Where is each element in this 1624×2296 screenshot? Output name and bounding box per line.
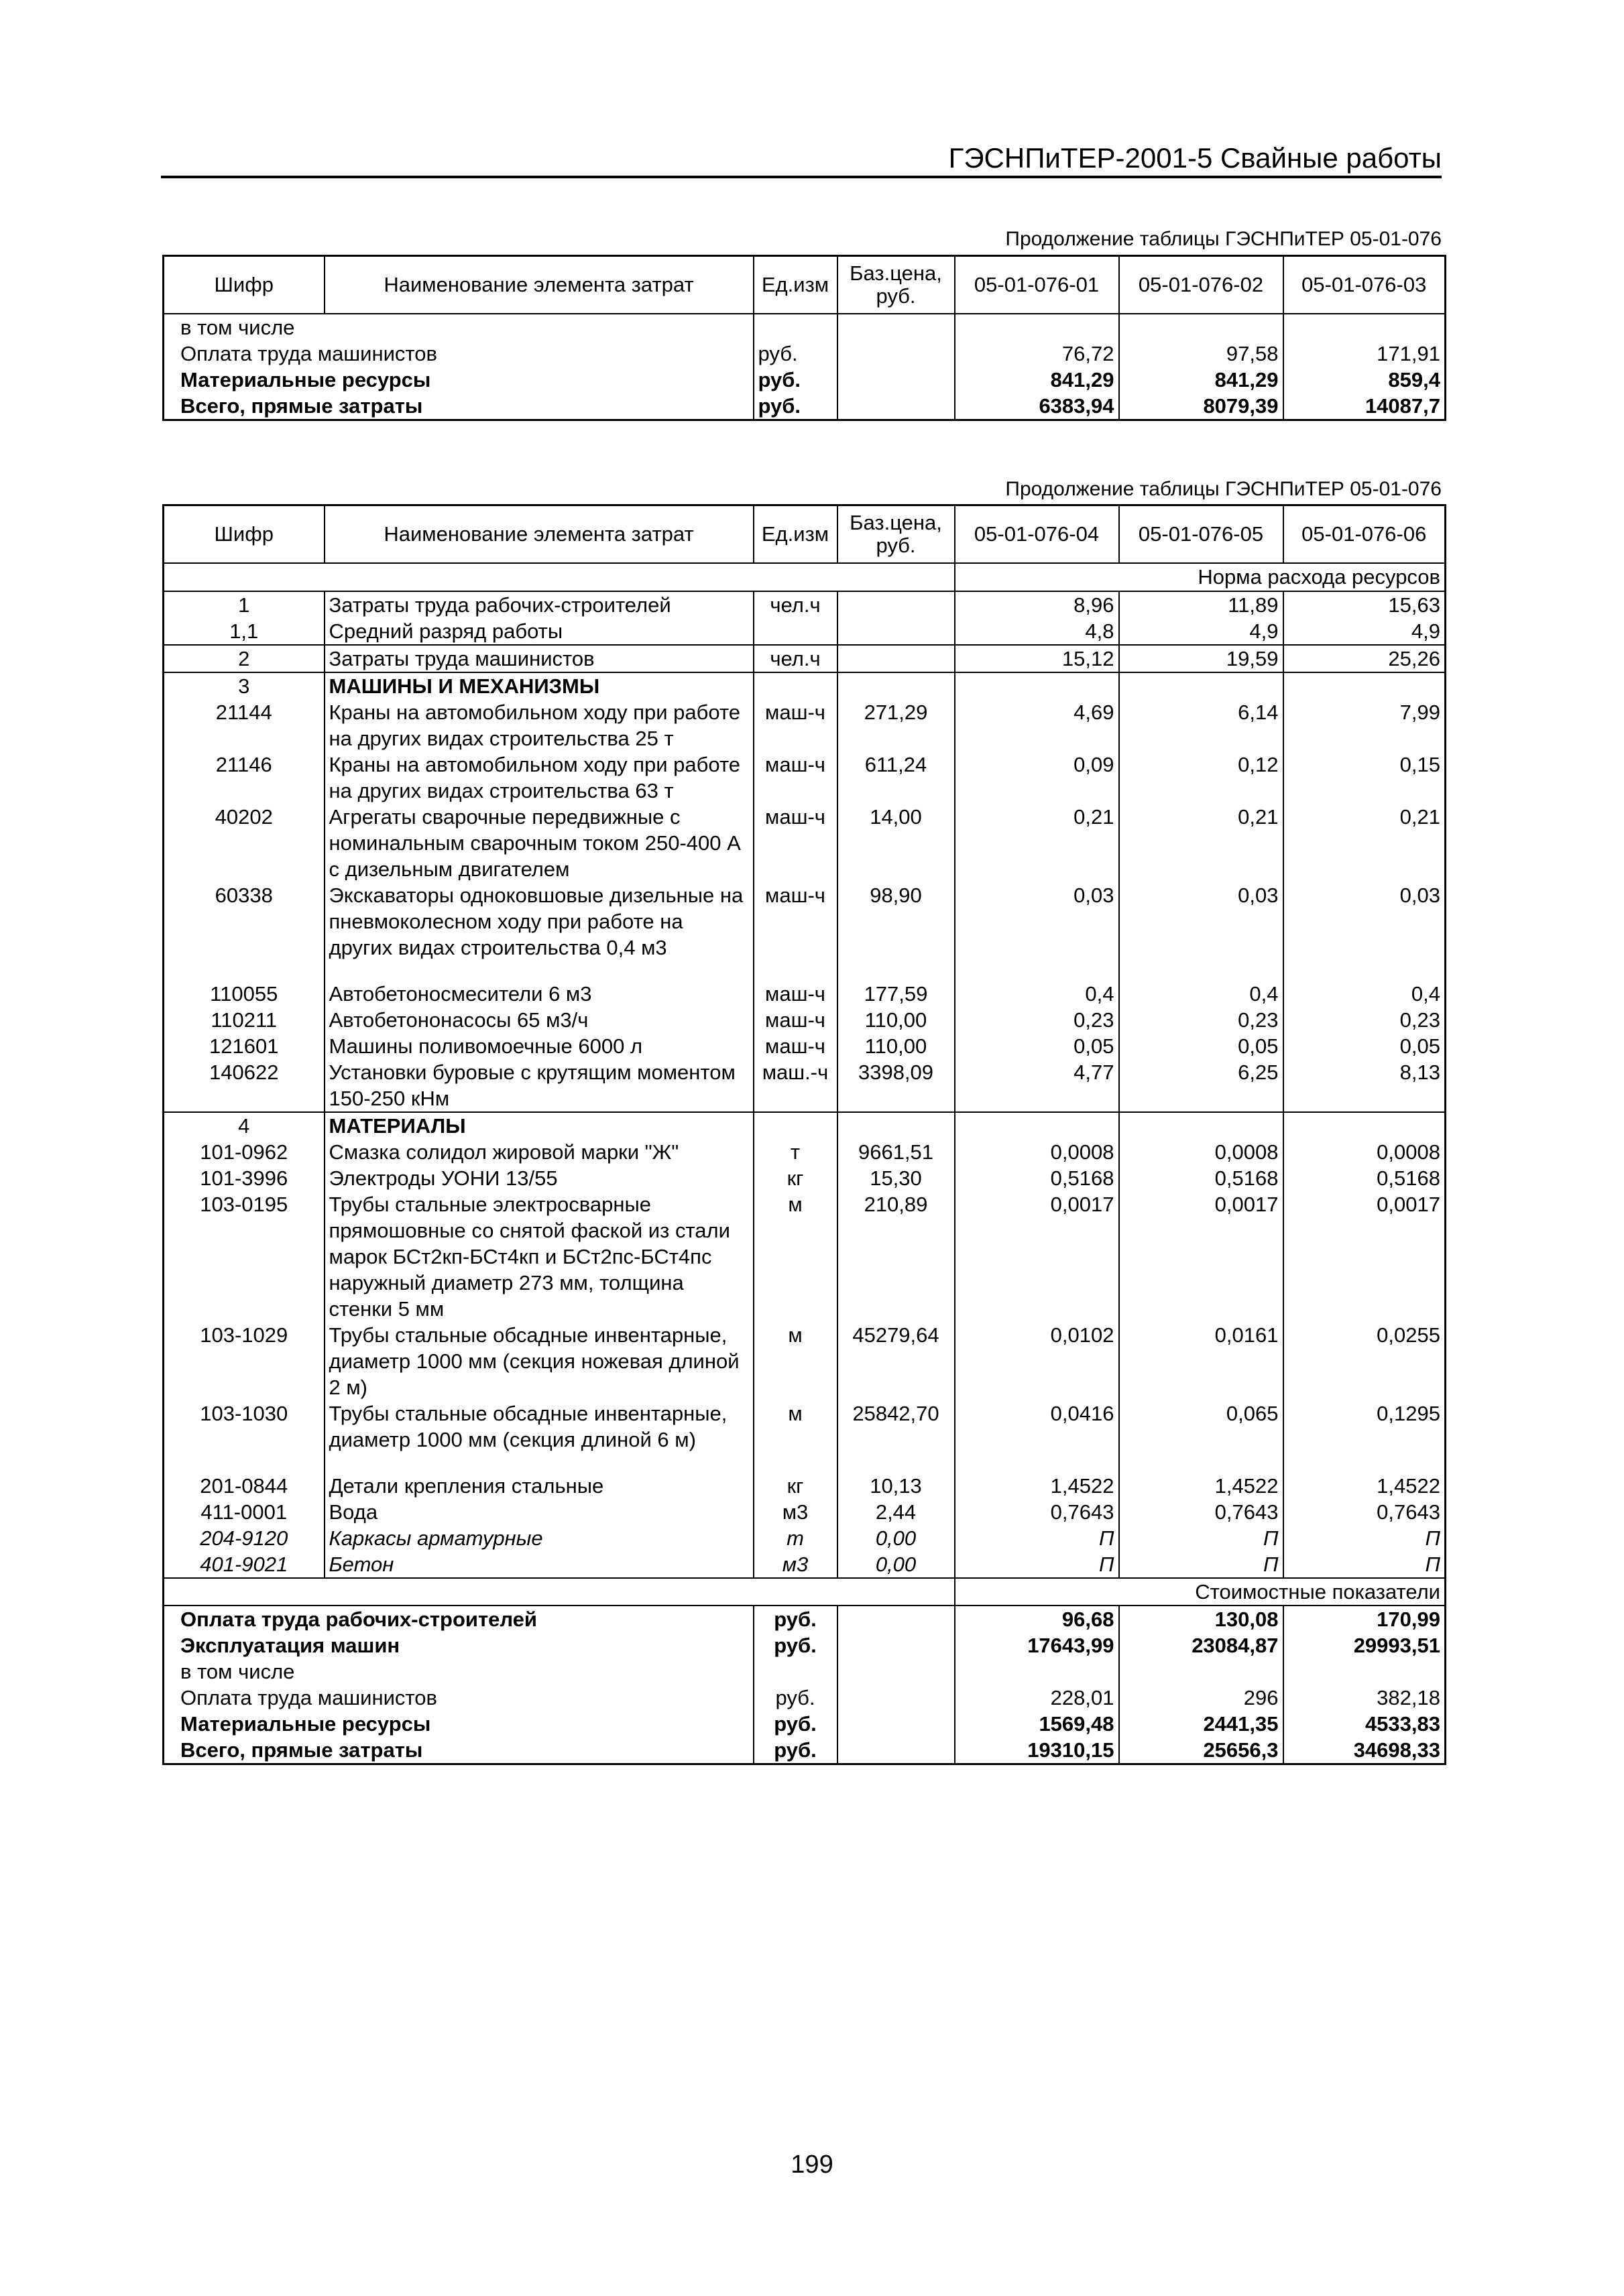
unit-cell: т [754, 1525, 837, 1551]
table-row [164, 882, 1446, 981]
price-cell [837, 591, 955, 618]
table-row [164, 699, 1446, 751]
value-cell: 6,14 [1119, 699, 1283, 751]
row-label: Материальные ресурсы [164, 1711, 754, 1737]
table-row [164, 1499, 1446, 1525]
unit-cell [754, 1658, 837, 1685]
col-header-price: Баз.цена, руб. [837, 256, 955, 314]
code-cell: 121601 [164, 1033, 325, 1059]
price-cell [837, 1737, 955, 1764]
value-cell: 0,5168 [1119, 1165, 1283, 1191]
table-row [164, 1191, 1446, 1322]
table-row [164, 645, 1446, 672]
value-cell: 0,03 [1119, 882, 1283, 981]
norm-label: Норма расхода ресурсов [955, 563, 1446, 591]
row-label: Всего, прямые затраты [164, 1737, 754, 1764]
unit-cell: руб. [754, 1737, 837, 1764]
code-cell: 140622 [164, 1059, 325, 1112]
value-cell: 1,4522 [955, 1473, 1119, 1499]
value-cell: 841,29 [955, 367, 1119, 393]
value-cell: 11,89 [1119, 591, 1283, 618]
row-label: Оплата труда рабочих-строителей [164, 1606, 754, 1632]
value-cell: 4,77 [955, 1059, 1119, 1112]
value-cell: 4533,83 [1365, 1712, 1440, 1736]
code-cell: 1,1 [164, 618, 325, 645]
name-cell: Электроды УОНИ 13/55 [325, 1165, 754, 1191]
code-cell: 21144 [164, 699, 325, 751]
value-cell: 859,4 [1388, 368, 1440, 391]
value-cell: П [955, 1551, 1119, 1578]
value-cell: 4,9 [1411, 619, 1440, 643]
price-cell: 25842,70 [837, 1400, 955, 1473]
row-label: Эксплуатация машин [164, 1632, 754, 1658]
name-cell: Детали крепления стальные [325, 1473, 754, 1499]
col-header-unit: Ед.изм [754, 256, 837, 314]
value-cell: 4,9 [1119, 618, 1283, 645]
table-row [164, 751, 1446, 804]
value-cell: 0,15 [1399, 753, 1440, 776]
table-row [164, 367, 1446, 393]
value-cell: 130,08 [1119, 1606, 1283, 1632]
value-cell: 0,065 [1119, 1400, 1283, 1473]
value-cell: 0,4 [1119, 981, 1283, 1007]
value-cell: 4,69 [955, 699, 1119, 751]
code-cell: 411-0001 [164, 1499, 325, 1525]
value-cell: 1569,48 [955, 1711, 1119, 1737]
value-cell: 0,0008 [955, 1139, 1119, 1165]
col-header-variant-1: 05-01-076-01 [955, 256, 1119, 314]
table-row [164, 1007, 1446, 1033]
price-cell [837, 1112, 955, 1139]
value-cell: 4,8 [955, 618, 1119, 645]
value-cell: 0,21 [1119, 804, 1283, 882]
value-cell: 19,59 [1119, 645, 1283, 672]
unit-cell: маш-ч [754, 699, 837, 751]
table-row [164, 314, 1446, 341]
unit-cell: м [754, 1400, 837, 1473]
value-cell: 8,13 [1399, 1061, 1440, 1084]
name-cell: Средний разряд работы [325, 618, 754, 645]
col-header-variant-5: 05-01-076-05 [1119, 505, 1283, 564]
value-cell: 0,03 [1399, 884, 1440, 907]
unit-cell: кг [754, 1165, 837, 1191]
value-cell: 0,0017 [1377, 1193, 1440, 1216]
col-header-variant-3: 05-01-076-03 [1283, 256, 1446, 314]
col-header-name: Наименование элемента затрат [325, 256, 754, 314]
table-row [164, 1525, 1446, 1551]
unit-cell: м3 [754, 1499, 837, 1525]
name-cell: Краны на автомобильном ходу при работе на других видах строительства 25 т [325, 699, 754, 751]
unit-cell: маш-ч [754, 981, 837, 1007]
value-cell: 0,03 [955, 882, 1119, 981]
value-cell: 0,0017 [1119, 1191, 1283, 1322]
value-cell: 0,21 [1399, 805, 1440, 829]
value-cell: 0,7643 [1119, 1499, 1283, 1525]
unit-cell [754, 618, 837, 645]
code-cell: 60338 [164, 882, 325, 981]
value-cell: 1,4522 [1119, 1473, 1283, 1499]
value-cell: 14087,7 [1365, 394, 1440, 418]
code-cell: 110211 [164, 1007, 325, 1033]
code-cell: 103-1029 [164, 1322, 325, 1400]
unit-cell: руб. [754, 367, 837, 393]
value-cell: П [1425, 1526, 1440, 1550]
value-cell: 0,0416 [955, 1400, 1119, 1473]
price-cell [837, 1658, 955, 1685]
price-cell [837, 341, 955, 367]
name-cell: Установки буровые с крутящим моментом 150-250 кНм [325, 1059, 754, 1112]
value-cell [1283, 672, 1446, 699]
code-cell: 110055 [164, 981, 325, 1007]
unit-cell: кг [754, 1473, 837, 1499]
value-cell: 0,7643 [1377, 1500, 1440, 1524]
price-cell: 271,29 [837, 699, 955, 751]
table-row [164, 1059, 1446, 1112]
value-cell: 29993,51 [1353, 1634, 1440, 1657]
unit-cell: чел.ч [754, 645, 837, 672]
value-cell: 0,5168 [955, 1165, 1119, 1191]
col-header-name: Наименование элемента затрат [325, 505, 754, 564]
page-number: 199 [791, 2151, 833, 2179]
value-cell: 0,05 [1119, 1033, 1283, 1059]
value-cell: 15,63 [1283, 591, 1446, 618]
table-row [164, 1139, 1446, 1165]
name-cell: Каркасы арматурные [325, 1525, 754, 1551]
value-cell: 0,0017 [955, 1191, 1119, 1322]
price-cell: 15,30 [837, 1165, 955, 1191]
total-row [164, 1632, 1446, 1658]
unit-cell: чел.ч [754, 591, 837, 618]
name-cell: Автобетононасосы 65 м3/ч [325, 1007, 754, 1033]
value-cell [1283, 1658, 1446, 1685]
value-cell: 6,25 [1119, 1059, 1283, 1112]
price-cell: 611,24 [837, 751, 955, 804]
table-row [164, 1165, 1446, 1191]
code-cell: 201-0844 [164, 1473, 325, 1499]
unit-cell: м3 [754, 1551, 837, 1578]
value-cell: 228,01 [955, 1685, 1119, 1711]
section-row [164, 1112, 1446, 1139]
value-cell [1119, 314, 1283, 341]
price-cell [837, 618, 955, 645]
price-cell: 0,00 [837, 1525, 955, 1551]
price-cell [837, 1632, 955, 1658]
value-cell: 0,09 [955, 751, 1119, 804]
name-cell: Автобетоносмесители 6 м3 [325, 981, 754, 1007]
price-cell: 98,90 [837, 882, 955, 981]
value-cell [1283, 1112, 1446, 1139]
unit-cell: маш-ч [754, 1007, 837, 1033]
value-cell: 0,0008 [1377, 1140, 1440, 1164]
value-cell: 2441,35 [1119, 1711, 1283, 1737]
value-cell: 0,4 [955, 981, 1119, 1007]
value-cell: 841,29 [1119, 367, 1283, 393]
value-cell: П [955, 1525, 1119, 1551]
unit-cell: руб. [754, 1685, 837, 1711]
code-cell: 2 [164, 645, 325, 672]
value-cell [955, 672, 1119, 699]
code-cell: 21146 [164, 751, 325, 804]
code-cell: 1 [164, 591, 325, 618]
unit-cell [754, 672, 837, 699]
row-label: Оплата труда машинистов [164, 1685, 754, 1711]
value-cell: 76,72 [955, 341, 1119, 367]
col-header-variant-2: 05-01-076-02 [1119, 256, 1283, 314]
section-row [164, 672, 1446, 699]
name-cell: Экскаваторы одноковшовые дизельные на пневмоколесном ходу при работе на других видах строительства 0,4 м3 [325, 882, 754, 981]
value-cell: 25,26 [1283, 645, 1446, 672]
value-cell: 15,12 [955, 645, 1119, 672]
price-cell [837, 1606, 955, 1632]
value-cell: 0,1295 [1377, 1402, 1440, 1425]
table-row [164, 393, 1446, 420]
unit-cell: маш-ч [754, 882, 837, 981]
unit-cell: руб. [754, 341, 837, 367]
value-cell: 19310,15 [955, 1737, 1119, 1764]
value-cell: 6383,94 [955, 393, 1119, 420]
table-row [164, 618, 1446, 645]
col-header-price: Баз.цена, руб. [837, 505, 955, 564]
value-cell: 0,0008 [1119, 1139, 1283, 1165]
total-row [164, 1737, 1446, 1764]
name-cell: Трубы стальные обсадные инвентарные, диаметр 1000 мм (секция длиной 6 м) [325, 1400, 754, 1473]
price-cell: 2,44 [837, 1499, 955, 1525]
value-cell [1119, 1112, 1283, 1139]
value-cell: 0,23 [955, 1007, 1119, 1033]
unit-cell: маш-ч [754, 804, 837, 882]
value-cell: П [1119, 1525, 1283, 1551]
unit-cell: т [754, 1139, 837, 1165]
code-cell: 401-9021 [164, 1551, 325, 1578]
price-cell [837, 1711, 955, 1737]
value-cell: 8079,39 [1119, 393, 1283, 420]
row-label: Всего, прямые затраты [164, 393, 754, 420]
name-cell: Затраты труда рабочих-строителей [325, 591, 754, 618]
code-cell: 103-1030 [164, 1400, 325, 1473]
value-cell: 96,68 [955, 1606, 1119, 1632]
name-cell: Краны на автомобильном ходу при работе на других видах строительства 63 т [325, 751, 754, 804]
code-cell: 101-0962 [164, 1139, 325, 1165]
price-cell [837, 672, 955, 699]
code-cell: 4 [164, 1112, 325, 1139]
code-cell: 3 [164, 672, 325, 699]
col-header-unit: Ед.изм [754, 505, 837, 564]
value-cell: 0,21 [955, 804, 1119, 882]
value-cell: 0,23 [1399, 1008, 1440, 1032]
name-cell: Вода [325, 1499, 754, 1525]
price-cell: 3398,09 [837, 1059, 955, 1112]
value-cell: 382,18 [1377, 1686, 1440, 1709]
col-header-code: Шифр [164, 256, 325, 314]
total-row [164, 1711, 1446, 1737]
value-cell [1119, 672, 1283, 699]
price-cell: 0,00 [837, 1551, 955, 1578]
value-cell: 0,23 [1119, 1007, 1283, 1033]
table-row [164, 981, 1446, 1007]
price-cell: 110,00 [837, 1033, 955, 1059]
price-cell: 210,89 [837, 1191, 955, 1322]
unit-cell: руб. [754, 393, 837, 420]
name-cell: Трубы стальные электросварные прямошовные со снятой фаской из стали марок БСт2кп-БСт4кп и БСт2пс-БСт4пс наружный диаметр 273 мм, толщина стенки 5 мм [325, 1191, 754, 1322]
value-cell: 296 [1119, 1685, 1283, 1711]
value-cell [1283, 314, 1446, 341]
unit-cell: руб. [754, 1606, 837, 1632]
price-cell: 177,59 [837, 981, 955, 1007]
value-cell: П [1425, 1553, 1440, 1576]
value-cell: 170,99 [1283, 1606, 1446, 1632]
row-label: в том числе [164, 314, 754, 341]
table-row [164, 591, 1446, 618]
value-cell [955, 314, 1119, 341]
name-cell: Трубы стальные обсадные инвентарные, диаметр 1000 мм (секция ножевая длиной 2 м) [325, 1322, 754, 1400]
cost-label: Стоимостные показатели [955, 1578, 1446, 1606]
col-header-variant-4: 05-01-076-04 [955, 505, 1119, 564]
value-cell: 0,0255 [1377, 1323, 1440, 1347]
header-rule [161, 176, 1442, 178]
value-cell [955, 1112, 1119, 1139]
value-cell: 97,58 [1119, 341, 1283, 367]
price-cell: 14,00 [837, 804, 955, 882]
table-row [164, 1033, 1446, 1059]
value-cell: 7,99 [1399, 701, 1440, 724]
value-cell: 1,4522 [1377, 1474, 1440, 1498]
cost-table-1 [162, 255, 1446, 421]
value-cell: 8,96 [955, 591, 1119, 618]
code-cell: 40202 [164, 804, 325, 882]
name-cell: Агрегаты сварочные передвижные с номинальным сварочным током 250-400 А с дизельным двигателем [325, 804, 754, 882]
value-cell: 34698,33 [1353, 1738, 1440, 1762]
value-cell: 0,0161 [1119, 1322, 1283, 1400]
value-cell: 0,12 [1119, 751, 1283, 804]
name-cell: Смазка солидол жировой марки "Ж" [325, 1139, 754, 1165]
value-cell: 0,0102 [955, 1322, 1119, 1400]
table-row [164, 1551, 1446, 1578]
unit-cell: руб. [754, 1711, 837, 1737]
code-cell: 204-9120 [164, 1525, 325, 1551]
price-cell [837, 314, 955, 341]
unit-cell: маш.-ч [754, 1059, 837, 1112]
col-header-code: Шифр [164, 505, 325, 564]
value-cell: 25656,3 [1119, 1737, 1283, 1764]
total-row [164, 1606, 1446, 1632]
value-cell: 0,05 [1399, 1034, 1440, 1058]
price-cell: 9661,51 [837, 1139, 955, 1165]
unit-cell: м [754, 1191, 837, 1322]
table1-caption: Продолжение таблицы ГЭСНПиТЕР 05-01-076 [1005, 228, 1442, 250]
value-cell: П [1119, 1551, 1283, 1578]
total-row [164, 1658, 1446, 1685]
table-row [164, 341, 1446, 367]
total-row [164, 1685, 1446, 1711]
resource-table-2 [162, 504, 1446, 1765]
price-cell [837, 1685, 955, 1711]
unit-cell: руб. [754, 1632, 837, 1658]
value-cell: 0,4 [1411, 982, 1440, 1006]
table2-caption: Продолжение таблицы ГЭСНПиТЕР 05-01-076 [1005, 478, 1442, 500]
row-label: Материальные ресурсы [164, 367, 754, 393]
row-label: Оплата труда машинистов [164, 341, 754, 367]
code-cell: 103-0195 [164, 1191, 325, 1322]
price-cell [837, 367, 955, 393]
value-cell [1119, 1658, 1283, 1685]
value-cell: 0,05 [955, 1033, 1119, 1059]
price-cell: 45279,64 [837, 1322, 955, 1400]
price-cell [837, 645, 955, 672]
value-cell [955, 1658, 1119, 1685]
value-cell: 23084,87 [1119, 1632, 1283, 1658]
name-cell: Бетон [325, 1551, 754, 1578]
value-cell: 17643,99 [955, 1632, 1119, 1658]
section-title: МАТЕРИАЛЫ [325, 1112, 754, 1139]
price-cell: 10,13 [837, 1473, 955, 1499]
code-cell: 101-3996 [164, 1165, 325, 1191]
value-cell: 171,91 [1377, 342, 1440, 365]
name-cell: Затраты труда машинистов [325, 645, 754, 672]
table-row [164, 804, 1446, 882]
section-title: МАШИНЫ И МЕХАНИЗМЫ [325, 672, 754, 699]
table-row [164, 1473, 1446, 1499]
value-cell: 0,5168 [1377, 1166, 1440, 1190]
table-row [164, 1400, 1446, 1473]
price-cell [837, 393, 955, 420]
unit-cell [754, 314, 837, 341]
unit-cell: маш-ч [754, 751, 837, 804]
unit-cell [754, 1112, 837, 1139]
unit-cell: маш-ч [754, 1033, 837, 1059]
col-header-variant-6: 05-01-076-06 [1283, 505, 1446, 564]
price-cell: 110,00 [837, 1007, 955, 1033]
name-cell: Машины поливомоечные 6000 л [325, 1033, 754, 1059]
value-cell: 0,7643 [955, 1499, 1119, 1525]
unit-cell: м [754, 1322, 837, 1400]
row-label: в том числе [164, 1658, 754, 1685]
running-header: ГЭСНПиТЕР-2001-5 Свайные работы [948, 142, 1442, 174]
table-row [164, 1322, 1446, 1400]
